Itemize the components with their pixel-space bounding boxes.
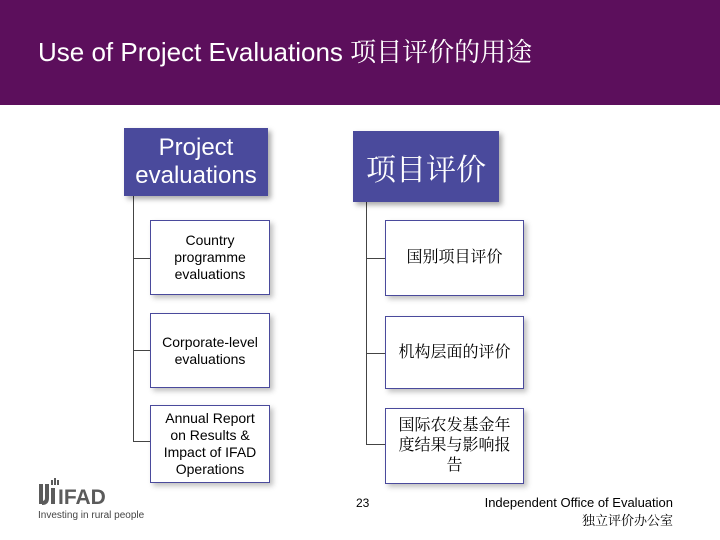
right-item-1 — [385, 220, 524, 296]
right-branch-3 — [366, 444, 385, 445]
left-item-2-text: Corporate-level evaluations — [162, 333, 258, 367]
right-connector-line — [366, 202, 367, 444]
slide-header — [0, 0, 720, 105]
logo-text: IFAD — [58, 486, 106, 509]
right-item-2-text: 机构层面的评价 — [398, 343, 511, 361]
ifad-logo-mark-icon — [36, 476, 156, 526]
right-item-3 — [385, 408, 524, 484]
left-item-3 — [150, 405, 270, 483]
page-number: 23 — [356, 496, 370, 510]
right-item-1-text: 国别项目评价 — [406, 249, 503, 266]
right-item-3-text: 国际农发基金年度结果与影响报告 — [398, 417, 511, 474]
slide-title: Use of Project Evaluations 项目评价的用途 — [38, 37, 533, 67]
right-heading-box — [353, 131, 499, 202]
left-connector-line — [133, 196, 134, 441]
left-branch-3 — [133, 441, 150, 442]
logo-tagline: Investing in rural people — [38, 510, 145, 521]
right-item-2 — [385, 316, 524, 389]
left-heading-box — [124, 128, 268, 196]
right-branch-2 — [366, 353, 385, 354]
left-item-3-text: Annual Report on Results & Impact of IFAD Operations — [163, 410, 257, 477]
right-heading-text: 项目评价 — [366, 153, 486, 187]
left-item-1-text: Country programme evaluations — [174, 232, 246, 282]
left-heading-text: Project evaluations — [135, 134, 257, 189]
footer-office — [485, 494, 673, 530]
office-name-en: Independent Office of Evaluation — [484, 495, 673, 510]
ifad-logo — [36, 476, 156, 526]
left-item-1 — [150, 220, 270, 295]
left-item-2 — [150, 313, 270, 388]
office-name-zh: 独立评价办公室 — [581, 513, 673, 528]
left-branch-1 — [133, 258, 150, 259]
left-branch-2 — [133, 350, 150, 351]
right-branch-1 — [366, 258, 385, 259]
